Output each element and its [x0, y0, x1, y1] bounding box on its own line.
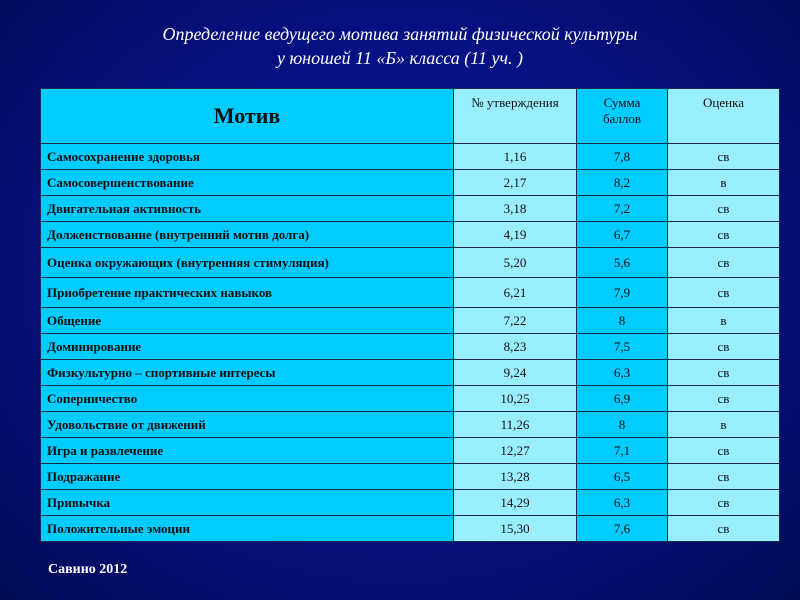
- cell-number: 12,27: [454, 438, 577, 464]
- cell-sum: 7,9: [577, 278, 668, 308]
- table-row: [41, 334, 780, 360]
- cell-number: 4,19: [454, 222, 577, 248]
- cell-grade: св: [668, 196, 780, 222]
- cell-number: 11,26: [454, 412, 577, 438]
- header-grade: Оценка: [668, 89, 780, 144]
- cell-grade: св: [668, 144, 780, 170]
- cell-motive: Долженствование (внутренний мотив долга): [41, 222, 454, 248]
- table-row: [41, 144, 780, 170]
- cell-sum: 7,5: [577, 334, 668, 360]
- cell-grade: св: [668, 516, 780, 542]
- cell-number: 1,16: [454, 144, 577, 170]
- cell-motive: Привычка: [41, 490, 454, 516]
- cell-motive: Игра и развлечение: [41, 438, 454, 464]
- cell-number: 5,20: [454, 248, 577, 278]
- table-row: [41, 196, 780, 222]
- cell-number: 10,25: [454, 386, 577, 412]
- table-row: [41, 308, 780, 334]
- cell-sum: 8,2: [577, 170, 668, 196]
- cell-motive: Оценка окружающих (внутренняя стимуляция): [41, 248, 454, 278]
- cell-sum: 7,2: [577, 196, 668, 222]
- table-row: [41, 360, 780, 386]
- cell-number: 9,24: [454, 360, 577, 386]
- cell-sum: 7,1: [577, 438, 668, 464]
- cell-grade: св: [668, 222, 780, 248]
- cell-grade: в: [668, 412, 780, 438]
- cell-sum: 8: [577, 308, 668, 334]
- cell-number: 8,23: [454, 334, 577, 360]
- cell-number: 14,29: [454, 490, 577, 516]
- cell-sum: 6,7: [577, 222, 668, 248]
- cell-number: 6,21: [454, 278, 577, 308]
- cell-grade: св: [668, 438, 780, 464]
- cell-grade: св: [668, 278, 780, 308]
- cell-sum: 5,6: [577, 248, 668, 278]
- cell-motive: Соперничество: [41, 386, 454, 412]
- table-header-row: [41, 89, 780, 144]
- cell-grade: в: [668, 170, 780, 196]
- cell-motive: Общение: [41, 308, 454, 334]
- cell-motive: Положительные эмоции: [41, 516, 454, 542]
- cell-grade: в: [668, 308, 780, 334]
- title-line-1: Определение ведущего мотива занятий физической культуры: [162, 24, 638, 44]
- table-row: [41, 490, 780, 516]
- cell-number: 15,30: [454, 516, 577, 542]
- cell-motive: Доминирование: [41, 334, 454, 360]
- cell-sum: 8: [577, 412, 668, 438]
- motives-table: [40, 88, 780, 542]
- cell-number: 3,18: [454, 196, 577, 222]
- cell-number: 7,22: [454, 308, 577, 334]
- table-row: [41, 438, 780, 464]
- table-row: [41, 170, 780, 196]
- cell-grade: св: [668, 464, 780, 490]
- table-row: [41, 222, 780, 248]
- cell-number: 13,28: [454, 464, 577, 490]
- header-motive: Мотив: [41, 89, 454, 144]
- cell-number: 2,17: [454, 170, 577, 196]
- table-row: [41, 464, 780, 490]
- slide-title: [0, 22, 800, 70]
- title-line-2: у юношей 11 «Б» класса (11 уч. ): [276, 48, 524, 68]
- cell-sum: 6,5: [577, 464, 668, 490]
- table-row: [41, 412, 780, 438]
- cell-motive: Удовольствие от движений: [41, 412, 454, 438]
- cell-motive: Самосохранение здоровья: [41, 144, 454, 170]
- table-row: [41, 516, 780, 542]
- cell-grade: св: [668, 334, 780, 360]
- header-number: № утверждения: [454, 89, 577, 144]
- cell-sum: 6,3: [577, 360, 668, 386]
- cell-grade: св: [668, 360, 780, 386]
- cell-grade: св: [668, 386, 780, 412]
- cell-motive: Приобретение практических навыков: [41, 278, 454, 308]
- table-row: [41, 386, 780, 412]
- cell-motive: Двигательная активность: [41, 196, 454, 222]
- cell-sum: 6,3: [577, 490, 668, 516]
- header-sum: Сумма баллов: [577, 89, 668, 144]
- cell-sum: 7,8: [577, 144, 668, 170]
- table-row: [41, 248, 780, 278]
- table-row: [41, 278, 780, 308]
- cell-motive: Физкультурно – спортивные интересы: [41, 360, 454, 386]
- cell-grade: св: [668, 248, 780, 278]
- cell-sum: 7,6: [577, 516, 668, 542]
- footer-credit: Савино 2012: [48, 562, 128, 577]
- cell-grade: св: [668, 490, 780, 516]
- cell-motive: Подражание: [41, 464, 454, 490]
- cell-motive: Самосовершенствование: [41, 170, 454, 196]
- cell-sum: 6,9: [577, 386, 668, 412]
